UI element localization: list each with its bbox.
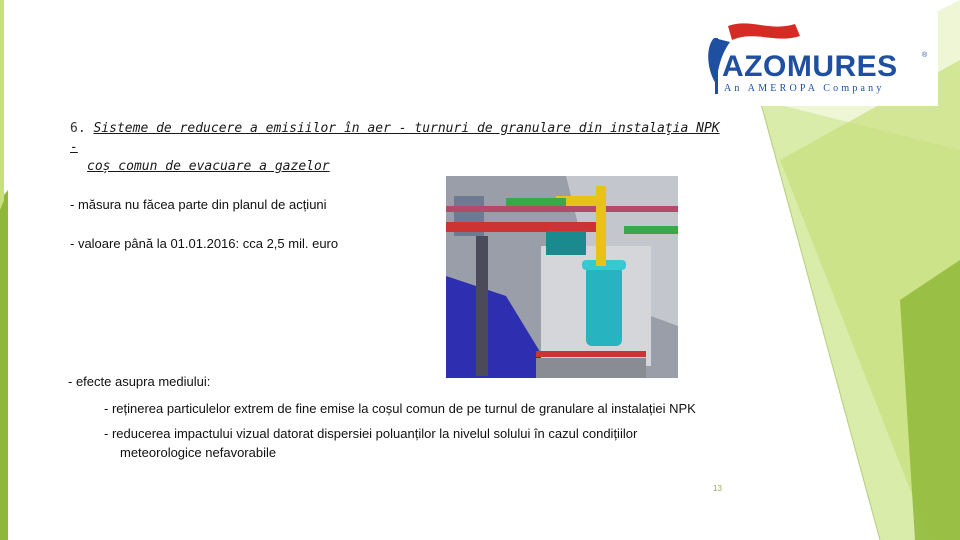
effect-item-2: - reducerea impactului vizual datorat dispersiei poluanților la nivelul solului în cazul condițiilor [104, 426, 638, 441]
section-heading [70, 119, 730, 176]
point-value: - valoare până la 01.01.2016: cca 2,5 mil. euro [70, 236, 339, 251]
section-number: 6. [70, 121, 86, 136]
azomures-logo [700, 12, 938, 106]
effect-item-1: - reținerea particulelor extrem de fine emise la coșul comun de pe turnul de granulare al instalației NPK [104, 401, 696, 416]
logo-registered-mark: ® [922, 52, 928, 59]
effect-item-2-cont: meteorologice nefavorabile [120, 445, 277, 460]
effects-title: - efecte asupra mediului: [68, 374, 211, 389]
point-not-in-plan: - măsura nu făcea parte din planul de acțiuni [70, 197, 327, 212]
logo-tagline: An AMEROPA Company [724, 83, 885, 94]
section-title-line2[interactable]: coș comun de evacuare a gazelor [87, 159, 330, 174]
page-number: 13 [713, 484, 722, 493]
logo-wordmark: AZOMURES [722, 50, 898, 83]
3d-plant-render-icon [446, 176, 678, 378]
section-title-line1[interactable]: Sisteme de reducere a emisiilor în aer - turnuri de granulare din instalaţia NPK - [70, 121, 720, 155]
